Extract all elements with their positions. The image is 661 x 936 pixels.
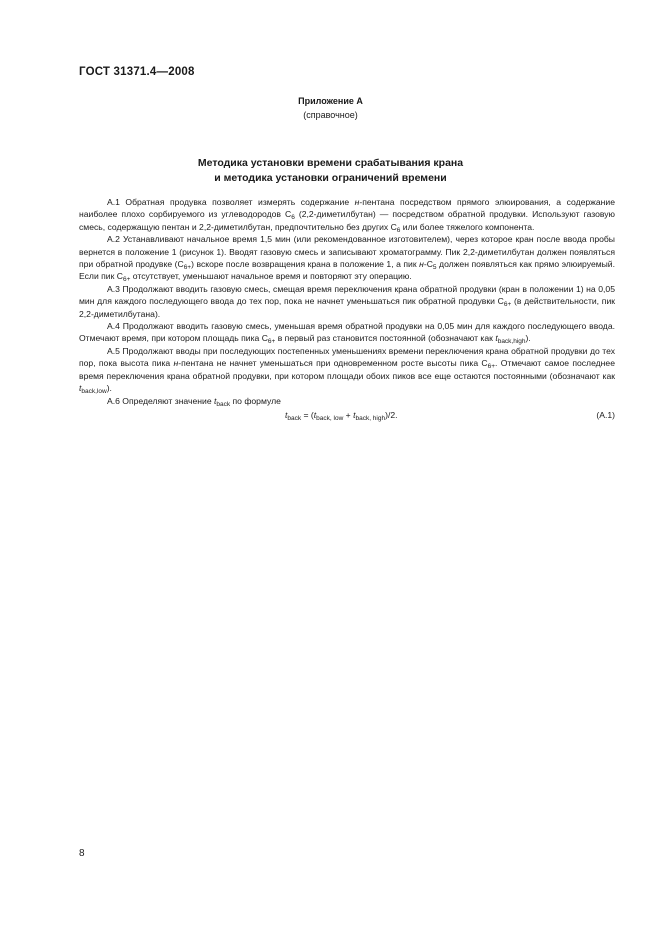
formula-variable: t bbox=[313, 409, 317, 420]
document-code: ГОСТ 31371.4—2008 bbox=[79, 66, 195, 78]
text-run: t bbox=[495, 333, 498, 344]
subscript: 6+ bbox=[487, 363, 496, 371]
subscript: back bbox=[216, 400, 231, 408]
appendix-heading bbox=[0, 94, 661, 122]
text-run: н bbox=[173, 358, 179, 369]
text-run: А.2 Устанавливают начальное время 1,5 мин (или рекомендованное изготовителем), через которое кран после ввода пробы вернется в положение 1 (рисунок 1). Вводят газовую смесь и записывают хроматограмму. Пик 2,2-диметилбутан должен появляться при обратной продувке (C bbox=[79, 234, 615, 270]
formula-variable: t bbox=[285, 409, 288, 420]
page-number: 8 bbox=[79, 848, 85, 859]
subscript: 6+ bbox=[503, 301, 512, 309]
section-title-line-2: и методика установки ограничений времени bbox=[214, 172, 447, 184]
subscript: 6+ bbox=[122, 276, 131, 284]
text-run: А.4 Продолжают вводить газовую смесь, уменьшая время обратной продувки на 0,05 мин для каждого последующего ввода. Отмечают время, при котором площадь пика C bbox=[79, 321, 615, 344]
formula bbox=[285, 409, 398, 421]
subscript: back, high bbox=[355, 414, 386, 422]
text-run: ). bbox=[106, 383, 112, 394]
text-run: ) вскоре после возвращения крана в положение 1, а пик bbox=[191, 259, 420, 270]
text-run: н bbox=[419, 259, 424, 270]
appendix-title: Приложение А bbox=[298, 96, 363, 106]
subscript: 5 bbox=[432, 264, 437, 272]
section-title-line-1: Методика установки времени срабатывания крана bbox=[197, 157, 464, 169]
subscript: 6+ bbox=[267, 338, 276, 346]
appendix-subtitle: (справочное) bbox=[303, 110, 358, 120]
text-run: . Отмечают самое последнее время переключения крана обратной продувки, при котором площади обоих пиков все еще остаются постоянными (обозначают как bbox=[79, 358, 615, 381]
text-run: в первый раз становится постоянной (обозначают как bbox=[275, 333, 496, 344]
subscript: back, low bbox=[316, 414, 344, 422]
formula-operator: = ( bbox=[301, 409, 314, 420]
subscript: back bbox=[287, 414, 302, 422]
text-run: (2,2-диметилбутан) — посредством обратной продувки. Используют газовую смесь, содержащую пентан и 2,2-диметилбутан, предпочтительно без других C bbox=[79, 209, 615, 232]
text-run: А.5 Продолжают вводы при последующих постепенных уменьшениях времени переключения крана обратной продувки до тех пор, пока высота пика bbox=[79, 345, 615, 369]
text-run: А.6 Определяют значение bbox=[107, 395, 214, 406]
text-run: -C bbox=[423, 259, 433, 270]
text-run: должен появляться как прямо элюируемый. Если пик C bbox=[79, 259, 615, 282]
paragraph-a1 bbox=[79, 196, 615, 233]
subscript: 6+ bbox=[183, 264, 192, 272]
paragraph-a3 bbox=[79, 283, 615, 320]
paragraph-a6 bbox=[79, 395, 615, 407]
formula-operator: + bbox=[343, 409, 354, 420]
formula-row bbox=[79, 409, 615, 423]
subscript: 6 bbox=[291, 214, 295, 222]
subscript: back,low bbox=[81, 388, 107, 396]
body-text bbox=[79, 196, 615, 423]
formula-number: (А.1) bbox=[596, 409, 615, 420]
section-title bbox=[0, 156, 661, 186]
text-run: А.1 Обратная продувка позволяет измерять содержание bbox=[107, 197, 355, 207]
text-run: -пентана посредством прямого элюирования, а содержание наиболее плохо сорбируемого из углеводородов C bbox=[79, 197, 615, 220]
formula-operator: )/2. bbox=[385, 409, 398, 420]
subscript: back,high bbox=[497, 338, 526, 346]
formula-variable: t bbox=[353, 409, 356, 420]
text-run: (в действительности, пик 2,2-диметилбутана). bbox=[79, 296, 615, 319]
text-run: А.3 Продолжают вводить газовую смесь, смещая время переключения крана обратной продувки (кран в положении 1) на 0,05 мин для каждого последующего ввода до тех пор, пока не начнет уменьшаться пик обратной продувки C bbox=[79, 283, 615, 307]
paragraph-a4 bbox=[79, 320, 615, 345]
subscript: 6 bbox=[396, 226, 401, 234]
text-run: ). bbox=[525, 333, 531, 344]
paragraph-a5 bbox=[79, 345, 615, 395]
text-run: по формуле bbox=[230, 395, 281, 406]
paragraph-a2 bbox=[79, 233, 615, 283]
text-run: -пентана не начнет уменьшаться при одновременном росте высоты пика C bbox=[178, 358, 488, 369]
text-run: н bbox=[354, 197, 360, 207]
text-run: t bbox=[214, 395, 217, 406]
text-run: или более тяжелого компонента. bbox=[400, 221, 535, 232]
text-run: отсутствует, уменьшают начальное время и повторяют эту операцию. bbox=[130, 271, 412, 282]
text-run: t bbox=[79, 383, 82, 394]
